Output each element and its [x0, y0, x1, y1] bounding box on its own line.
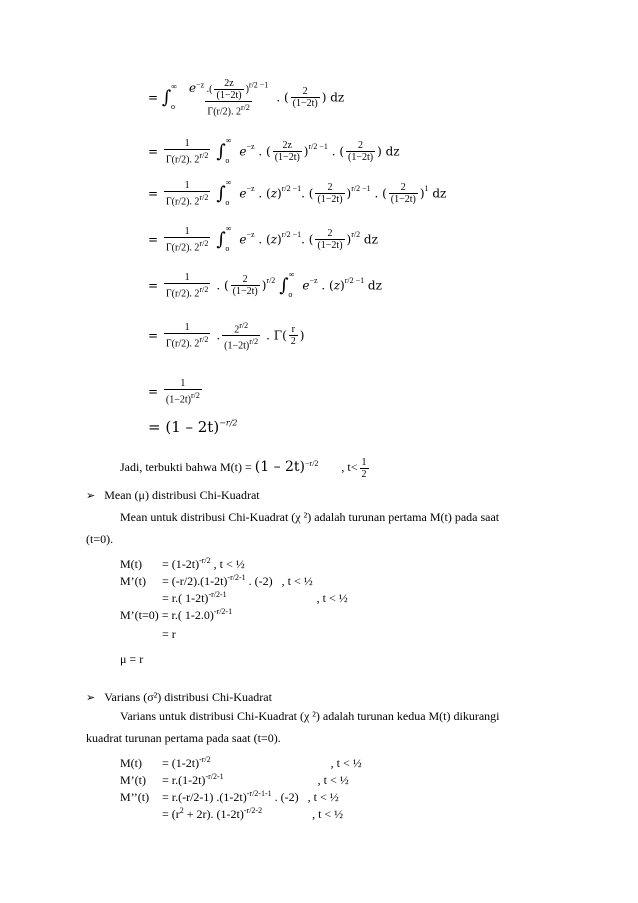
derivation-line-7: = $\frac{1}{(1-2t)^{r/2}}$ — [148, 378, 200, 406]
mean-row-1: $M(t) = (1-2t)^{-r/2}$ , t < ½ — [120, 556, 245, 571]
variance-row-2: M’(t) = $r.(1-2t)^{-r/2-1}$ , t < ½ — [120, 772, 349, 787]
mean-result: μ = r — [120, 652, 144, 666]
mean-row-5: = r — [162, 627, 176, 641]
bullet-arrow-icon: ➢ — [86, 691, 96, 704]
variance-row-3: M’’(t) = r.(-r/2-1) $.(1-2t)^{-r/2-1-1}$ . (-2) , t < ½ — [120, 789, 339, 804]
conclusion-expr: (1 – 2t) — [254, 459, 306, 475]
mean-heading: Mean (μ) distribusi Chi-Kuadrat — [104, 488, 260, 502]
derivation-line-1: = $\int^\infty_o$ $e^{-z}$ .( $\frac{2z}{(1-2t)}$ )$^{r/2 -1}$ Γ(r/2). $2^{r/2}$ . ( $\frac{2}{(1-2t)}$ ) dz — [148, 78, 345, 118]
derivation-line-6: = $\frac{1}{\Gamma(r/2). 2^{r/2}}$ . $\frac{2^{r/2}}{(1-2t)^{r/2}}$ . Γ( $\frac{r}{2}$ ) — [148, 321, 305, 352]
bullet-arrow-icon: ➢ — [86, 489, 96, 502]
conclusion-cond: , t< — [341, 460, 358, 474]
derivation-line-8: = (1 – 2t)$^{-r/2}$ — [148, 418, 238, 436]
conclusion-exp: −r/2 — [305, 459, 319, 468]
mean-row-4: M’(t=0) = r.( 1-2.0)$^{-r/2-1}$ — [120, 607, 233, 622]
mean-paragraph-2: (t=0). — [86, 532, 114, 546]
mean-paragraph-1: Mean untuk distribusi Chi-Kuadrat (χ ²) adalah turunan pertama M(t) pada saat — [120, 510, 500, 524]
variance-heading-row — [86, 690, 272, 705]
mean-row-2: M’(t) = $(-r/2).(1-2t)^{-r/2-1}$ . (-2) , t < ½ — [120, 573, 313, 588]
variance-row-1: $M(t) = (1-2t)^{-r/2}$ , t < ½ — [120, 755, 362, 770]
variance-heading: Varians (σ²) distribusi Chi-Kuadrat — [104, 690, 272, 704]
derivation-line-2: = $\frac{1}{\Gamma(r/2). 2^{r/2}}$ $\int^\infty_o$ $e^{-z}$ . ( $\frac{2z}{(1-2t)}$ )$^{r/2 -1}$ . ( $\frac{2}{(1-2t)}$ ) dz — [148, 136, 400, 166]
variance-row-4: = $(r^2 + 2r)$. $(1-2t)^{-r/2-2}$ , t < ½ — [162, 806, 344, 821]
mean-heading-row — [86, 488, 260, 503]
conclusion-line: Jadi, terbukti bahwa M(t) = (1 – 2t)$^{-r/2}$ , t< $\frac{1}{2}$ — [120, 456, 367, 480]
conclusion-prefix: Jadi, terbukti bahwa M(t) = — [120, 460, 255, 474]
variance-paragraph-1: Varians untuk distribusi Chi-Kuadrat (χ ²) adalah turunan kedua M(t) dikurangi — [120, 709, 500, 723]
mean-row-3: = r.( 1-2t)$^{-r/2-1}$ , t < ½ — [162, 590, 348, 605]
derivation-line-5: = $\frac{1}{\Gamma(r/2). 2^{r/2}}$ . ( $\frac{2}{(1-2t)}$ )$^{r/2}$ $\int^\infty_o$ $e^{-z}$ . $(z)^{r/2 -1}$ dz — [148, 270, 382, 300]
derivation-line-4: = $\frac{1}{\Gamma(r/2). 2^{r/2}}$ $\int^\infty_o$ $e^{-z}$ . $(z)^{r/2 -1}$. ( $\frac{2}{(1-2t)}$ )$^{r/2}$ dz — [148, 224, 378, 254]
derivation-line-3: = $\frac{1}{\Gamma(r/2). 2^{r/2}}$ $\int^\infty_o$ $e^{-z}$ . $(z)^{r/2 -1}$. ( $\frac{2}{(1-2t)}$ )$^{r/2 -1}$ . ( $\frac{2}{(1-2t)}$ )$^1$ dz — [148, 178, 447, 208]
variance-paragraph-2: kuadrat turunan pertama pada saat (t=0). — [86, 731, 281, 745]
